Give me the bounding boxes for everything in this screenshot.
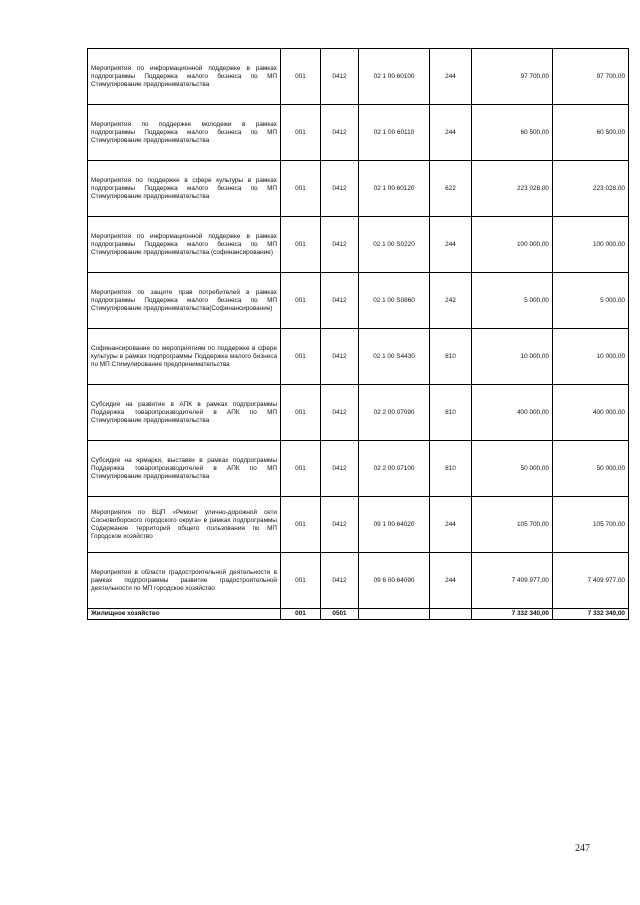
row-description: Субсидия на ярмарки, выставки в рамках подпрограммы Поддержка товаропроизводителей в АПК по МП Стимулирование предпринимательства (88, 441, 281, 497)
row-amount-1: 223 028,00 (472, 161, 553, 217)
row-target-article-code: 02 1 00 S4430 (359, 329, 430, 385)
row-target-article-code: 02 1 00 S0220 (359, 217, 430, 273)
row-section-code: 0412 (321, 385, 359, 441)
row-amount-2: 7 409 977,00 (553, 553, 629, 609)
row-expense-type-code: 622 (430, 161, 472, 217)
row-section-code: 0412 (321, 273, 359, 329)
row-section-code: 0412 (321, 553, 359, 609)
row-amount-2: 100 000,00 (553, 217, 629, 273)
row-expense-type-code: 244 (430, 105, 472, 161)
row-amount-2: 5 000,00 (553, 273, 629, 329)
row-expense-type-code (430, 609, 472, 620)
row-amount-1: 100 000,00 (472, 217, 553, 273)
row-target-article-code: 09 1 00 64020 (359, 497, 430, 553)
row-grbs-code: 001 (281, 553, 321, 609)
row-section-code: 0412 (321, 105, 359, 161)
table-row (88, 217, 629, 273)
row-amount-2: 7 332 340,00 (553, 609, 629, 620)
row-expense-type-code: 244 (430, 217, 472, 273)
row-grbs-code: 001 (281, 217, 321, 273)
row-description: Мероприятия по поддержке молодежи в рамках подпрограммы Поддержка малого бизнеса по МП Стимулирование предпринимательства (88, 105, 281, 161)
row-grbs-code: 001 (281, 609, 321, 620)
table-row (88, 49, 629, 105)
row-grbs-code: 001 (281, 49, 321, 105)
row-description: Мероприятия в области градостроительной деятельности в рамках подпрограммы развитие градостроительной деятельности по МП городское хозяйство (88, 553, 281, 609)
row-expense-type-code: 810 (430, 329, 472, 385)
row-grbs-code: 001 (281, 161, 321, 217)
row-amount-1: 7 332 340,00 (472, 609, 553, 620)
row-grbs-code: 001 (281, 497, 321, 553)
row-amount-2: 60 500,00 (553, 105, 629, 161)
row-target-article-code: 02 1 00 60120 (359, 161, 430, 217)
row-expense-type-code: 810 (430, 385, 472, 441)
row-amount-2: 223 028,00 (553, 161, 629, 217)
table-row (88, 553, 629, 609)
row-amount-1: 60 500,00 (472, 105, 553, 161)
row-expense-type-code: 810 (430, 441, 472, 497)
row-expense-type-code: 242 (430, 273, 472, 329)
row-target-article-code (359, 609, 430, 620)
row-section-code: 0412 (321, 161, 359, 217)
row-target-article-code: 02 1 00 60100 (359, 49, 430, 105)
table-row (88, 385, 629, 441)
row-amount-1: 50 000,00 (472, 441, 553, 497)
table-row (88, 161, 629, 217)
row-target-article-code: 02 1 00 60110 (359, 105, 430, 161)
row-description: Софинансирование по мероприятиям по поддержке в сфере культуры в рамках подпрограммы Поддержка малого бизнеса по МП Стимулирование предпринимательства (88, 329, 281, 385)
row-section-code: 0412 (321, 217, 359, 273)
row-amount-2: 50 000,00 (553, 441, 629, 497)
row-description: Мероприятия по информационной поддержке в рамках подпрограммы Поддержка малого бизнеса по МП Стимулирование предпринимательства (88, 49, 281, 105)
row-expense-type-code: 244 (430, 553, 472, 609)
page-number: 247 (575, 843, 590, 854)
row-amount-2: 105 700,00 (553, 497, 629, 553)
row-section-code: 0412 (321, 49, 359, 105)
row-grbs-code: 001 (281, 329, 321, 385)
row-amount-1: 10 000,00 (472, 329, 553, 385)
row-grbs-code: 001 (281, 273, 321, 329)
row-amount-1: 97 700,00 (472, 49, 553, 105)
table-row (88, 441, 629, 497)
table-row (88, 273, 629, 329)
row-target-article-code: 02 2 00 07100 (359, 441, 430, 497)
row-section-code: 0501 (321, 609, 359, 620)
row-amount-1: 105 700,00 (472, 497, 553, 553)
row-amount-1: 400 000,00 (472, 385, 553, 441)
row-description: Жилищное хозяйство (88, 609, 281, 620)
row-description: Мероприятия по информационной поддержке в рамках подпрограммы Поддержка малого бизнеса по МП Стимулирование предпринимательства (софинансирование) (88, 217, 281, 273)
row-section-code: 0412 (321, 329, 359, 385)
table-row (88, 497, 629, 553)
row-target-article-code: 09 6 00 64090 (359, 553, 430, 609)
row-amount-2: 10 000,00 (553, 329, 629, 385)
row-target-article-code: 02 2 00 07090 (359, 385, 430, 441)
row-amount-1: 5 000,00 (472, 273, 553, 329)
row-expense-type-code: 244 (430, 49, 472, 105)
row-amount-2: 97 700,00 (553, 49, 629, 105)
row-grbs-code: 001 (281, 105, 321, 161)
row-section-code: 0412 (321, 497, 359, 553)
row-expense-type-code: 244 (430, 497, 472, 553)
row-description: Мероприятия по защите прав потребителей в рамках подпрограммы Поддержка малого бизнеса по МП Стимулирование предпринимательства(Софинансирование) (88, 273, 281, 329)
row-grbs-code: 001 (281, 385, 321, 441)
row-section-code: 0412 (321, 441, 359, 497)
row-description: Субсидия на развитие в АПК в рамках подпрограммы Поддержка товаропроизводителей в АПК по МП Стимулирование предпринимательства (88, 385, 281, 441)
row-target-article-code: 02 1 00 S0860 (359, 273, 430, 329)
table-body (88, 49, 629, 620)
row-grbs-code: 001 (281, 441, 321, 497)
table-row (88, 329, 629, 385)
row-description: Мероприятия по ВЦП «Ремонт улично-дорожной сети Сосновоборского городского округа» в рамках подпрограммы Содержание территорий общего пользования по МП Городское хозяйство (88, 497, 281, 553)
row-amount-1: 7 409 977,00 (472, 553, 553, 609)
table-row (88, 105, 629, 161)
row-amount-2: 400 000,00 (553, 385, 629, 441)
budget-table (87, 48, 629, 620)
summary-row (88, 609, 629, 620)
row-description: Мероприятия по поддержке в сфере культуры в рамках подпрограммы Поддержка малого бизнеса по МП Стимулирование предпринимательства (88, 161, 281, 217)
